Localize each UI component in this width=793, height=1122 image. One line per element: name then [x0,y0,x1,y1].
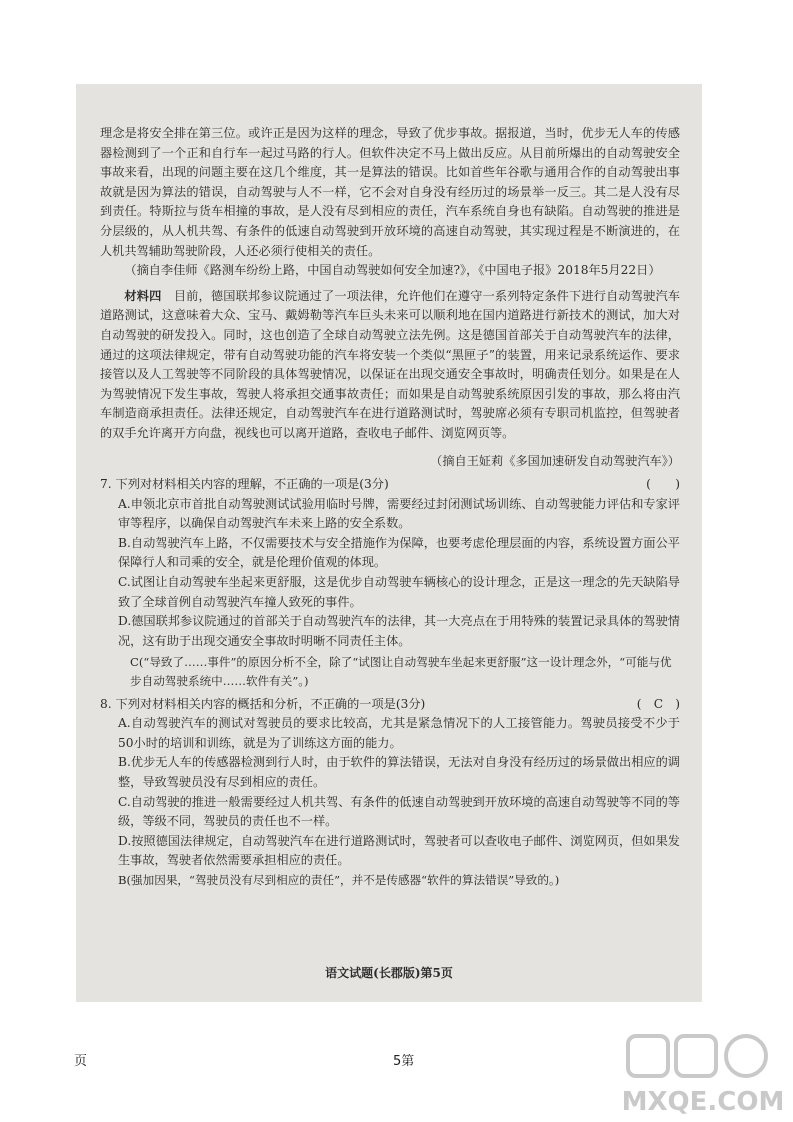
option-text: 试图让自动驾驶车坐起来更舒服，这是优步自动驾驶车辆核心的设计理念，正是这一理念的先天缺陷导致了全球首例自动驾驶汽车撞人致死的事件。 [118,575,680,609]
option-text: 自动驾驶的推进一般需要经过人机共驾、有条件的低速自动驾驶到开放环境的高速自动驾驶等不同的等级，等级不同，驾驶员的责任也不一样。 [118,794,680,829]
citation-2: （摘自王姃莉《多国加速研发自动驾驶汽车》） [430,453,680,468]
q8-option-d [118,832,680,871]
q7-option-c [118,573,680,612]
option-label: B. [118,535,131,550]
option-label: B. [118,755,131,770]
question-8-answer-paren: ( C ) [636,696,680,711]
option-label: A. [118,496,131,511]
material4-text: 目前，德国联邦参议院通过了一项法律，允许他们在遵守一系列特定条件下进行自动驾驶汽车道路测试，这意味着大众、宝马、戴姆勒等汽车巨头未来可以顺利地在国内道路进行新技术的测试，加大对自动驾驶的研发投入。同时，这也创造了全球自动驾驶立法先例。这是德国首部关于自动驾驶汽车的法律，通过的这项法律规定，带有自动驾驶功能的汽车将安装一个类似“黑匣子”的装置，用来记录系统运作、要求接管以及人工驾驶等不同阶段的具体驾驶情况，以保证在出现交通安全事故时，明确责任划分。如果是在人为驾驶情况下发生事故，驾驶人将承担交通事故责任；而如果是自动驾驶系统原因引发的事故，那么将由汽车制造商承担责任。法律还规定，自动驾驶汽车在进行道路测试时，驾驶席必须有专职司机监控，但驾驶者的双手允许离开方向盘，视线也可以离开道路，查收电子邮件、浏览网页等。 [100,288,681,440]
watermark-icon [618,1030,788,1118]
question-8-text: 8. 下列对材料相关内容的概括和分析，不正确的一项是(3分) [100,696,426,711]
material3-paragraph: 理念是将安全排在第三位。或许正是因为这样的理念，导致了优步事故。据报道，当时，优步无人车的传感器检测到了一个正和自行车一起过马路的行人。但软件决定不马上做出反应。从目前所爆出的自动驾驶安全事故来看，出现的问题主要在这几个维度，其一是算法的错误。比如首些年谷歌与通用合作的自动驾驶出事故就是因为算法的错误，自动驾驶与人不一样，它不会对自身没有经历过的场景举一反三。其二是人没有尽到责任。特斯拉与货车相撞的事故，是人没有尽到相应的责任，汽车系统自身也有缺陷。自动驾驶的推进是分层级的，从人机共驾、有条件的低速自动驾驶到开放环境的高速自动驾驶，其实现过程是不断演进的，在人机共驾辅助驾驶阶段，人还必须行使相关的责任。 [100,126,680,258]
question-7-stem [100,475,680,495]
watermark-text: MXQE.COM [621,1087,785,1117]
question-7-answer-paren: ( ) [646,477,680,492]
option-text: 自动驾驶汽车上路，不仅需要技术与安全措施作为保障，也要考虑伦理层面的内容，系统设置方面公平保障行人和司乘的安全，就是伦理价值观的体现。 [118,535,680,570]
option-label: A. [118,716,131,731]
q8-option-a [118,714,680,753]
option-text: 自动驾驶汽车的测试对驾驶员的要求比较高，尤其是紧急情况下的人工接管能力。驾驶员接受不少于50小时的培训和训练，就是为了训练这方面的能力。 [118,716,680,750]
bottom-left-label: 页 [74,1054,88,1069]
q7-answer-explanation: C(“导致了……事件”的原因分析不全，除了“试图让自动驾驶车坐起来更舒服”这一设计理念外，“可能与优步自动驾驶系统中……软件有关”。) [130,655,672,689]
page-footer: 语文试题(长郡版)第5页 [325,966,453,980]
watermark-logo [618,1030,788,1118]
option-text: 按照德国法律规定，自动驾驶汽车在进行道路测试时，驾驶者可以查收电子邮件、浏览网页，但如果发生事故，驾驶者依然需要承担相应的责任。 [118,833,680,868]
scanned-page [76,84,702,1002]
material4-label: 材料四 [124,288,162,303]
option-text: 申领北京市首批自动驾驶测试试验用临时号牌，需要经过封闭测试场训练、自动驾驶能力评估和专家评审等程序，以确保自动驾驶汽车未来上路的安全系数。 [118,496,680,531]
q8-option-c [118,793,680,832]
bottom-page-number: 5第 [393,1054,415,1069]
q7-option-a [118,495,680,534]
q7-option-b [118,534,680,573]
option-label: C. [118,575,131,590]
option-text: 德国联邦参议院通过的首部关于自动驾驶汽车的法律，其一大亮点在于用特殊的装置记录具体的驾驶情况，这有助于出现交通安全事故时明晰不同责任主体。 [118,614,680,648]
option-label: C. [118,794,131,809]
question-7-text: 7. 下列对材料相关内容的理解，不正确的一项是(3分) [100,477,389,492]
citation-1: （摘自李佳师《路测车纷纷上路，中国自动驾驶如何安全加速?》，《中国电子报》2018年5月22日） [124,263,661,278]
option-label: D. [118,833,132,848]
material4-paragraph [100,287,680,444]
q8-answer-explanation: B(强加因果，“驾驶员没有尽到相应的责任”，并不是传感器“软件的算法错误”导致的。) [118,872,560,887]
q7-option-d [118,612,680,651]
option-text: 优步无人车的传感器检测到行人时，由于软件的算法错误，无法对自身没有经历过的场景做出相应的调整，导致驾驶员没有尽到相应的责任。 [118,755,680,789]
option-label: D. [118,614,132,629]
q8-option-b [118,753,680,792]
question-8-stem [100,695,680,715]
